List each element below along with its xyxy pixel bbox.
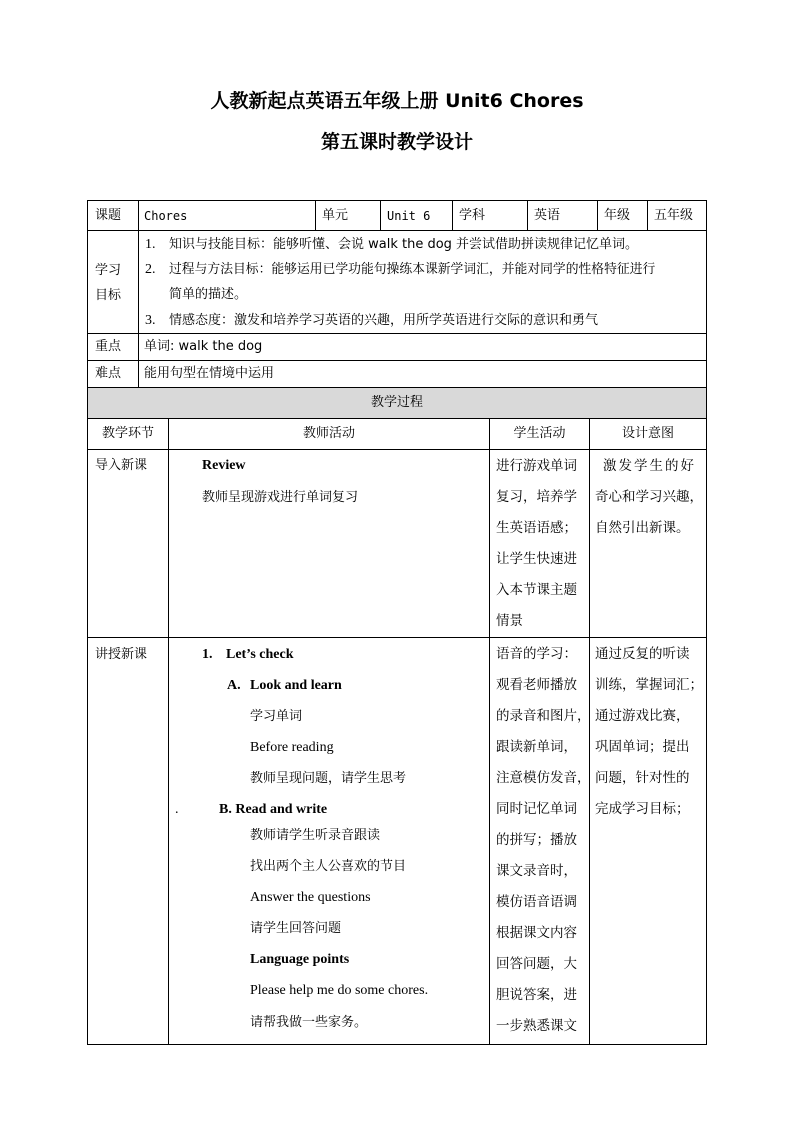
col-header-teacher: 教师活动	[302, 426, 355, 441]
text-line: 通过反复的听读	[595, 646, 690, 662]
document-subtitle: 第五课时教学设计	[320, 131, 473, 153]
text-line: 胆说答案，进	[496, 987, 577, 1003]
difficulty-label: 难点	[95, 366, 122, 381]
language-points-title: Language points	[250, 952, 350, 967]
keti-label: 课题	[95, 208, 122, 223]
text-line: 进行游戏单词	[496, 458, 577, 474]
danyuan-label: 单元	[322, 208, 349, 223]
review-title: Review	[202, 458, 246, 473]
sub-a-letter: A.	[227, 678, 241, 693]
goal-text: 知识与技能目标：能够听懂、会说 walk the dog 并尝试借助拼读规律记忆单词。	[169, 237, 639, 252]
text-line: 根据课文内容	[496, 925, 577, 941]
text-line: 的录音和图片，	[496, 708, 591, 724]
text-line: 情景	[496, 613, 523, 629]
language-point: Please help me do some chores.	[250, 983, 429, 998]
design-intent-intro	[595, 451, 703, 544]
nianji-label: 年级	[604, 208, 631, 223]
sub-a-title: Look and learn	[250, 678, 342, 693]
a-item: 学习单词	[250, 709, 303, 724]
student-activity-new	[496, 639, 591, 1042]
key-point-label: 重点	[95, 339, 122, 354]
sub-b-title: B. Read and write	[219, 802, 328, 817]
danyuan-value: Unit 6	[387, 209, 431, 223]
b-item: 请学生回答问题	[250, 921, 342, 936]
text-line: 回答问题，大	[496, 956, 577, 972]
text-line: 的拼写；播放	[496, 832, 577, 848]
text-line: 一步熟悉课文	[496, 1018, 577, 1034]
language-point: 请帮我做一些家务。	[250, 1015, 368, 1030]
design-intent-new	[595, 639, 703, 825]
text-line: 注意模仿发音，	[496, 770, 591, 786]
review-text: 教师呈现游戏进行单词复习	[202, 490, 359, 505]
col-header-stage: 教学环节	[101, 426, 154, 441]
a-item: 教师呈现问题，请学生思考	[250, 771, 407, 786]
text-line: 语音的学习：	[496, 646, 577, 662]
text-line: 让学生快速进	[496, 551, 577, 567]
a-item: Before reading	[250, 740, 334, 755]
text-line: 生英语语感；	[496, 520, 577, 536]
text-line: 通过游戏比赛，	[595, 708, 690, 724]
bullet-dot: .	[175, 802, 179, 817]
xueke-value: 英语	[534, 208, 561, 223]
goal-text: 情感态度：激发和培养学习英语的兴趣，用所学英语进行交际的意识和勇气	[169, 313, 599, 328]
goals-label-1: 学习	[95, 263, 122, 278]
text-line: 观看老师播放	[496, 677, 577, 693]
b-item: 教师请学生听录音跟读	[250, 828, 381, 843]
difficulty-text: 能用句型在情境中运用	[144, 366, 275, 381]
stage-new-lesson: 讲授新课	[95, 647, 148, 662]
text-line: 完成学习目标；	[595, 801, 690, 817]
text-line: 模仿语音语调	[496, 894, 577, 910]
text-line: 激发学生的好	[603, 458, 696, 474]
goals-label-2: 目标	[95, 288, 122, 303]
section-number: 1.	[202, 647, 213, 662]
text-line: 训练，掌握词汇；	[595, 677, 703, 693]
b-item: Answer the questions	[250, 890, 371, 905]
text-line: 问题，针对性的	[595, 770, 690, 786]
key-point-text: 单词: walk the dog	[144, 339, 263, 354]
b-item: 找出两个主人公喜欢的节目	[250, 859, 407, 874]
text-line: 自然引出新课。	[595, 520, 690, 536]
section-title: Let’s check	[226, 647, 294, 662]
text-line: 课文录音时，	[496, 863, 577, 879]
keti-value: Chores	[144, 209, 188, 223]
stage-intro: 导入新课	[95, 458, 148, 473]
goal-number: 1.	[145, 237, 156, 252]
text-line: 奇心和学习兴趣，	[595, 489, 703, 505]
goal-number: 2.	[145, 262, 156, 277]
goal-number: 3.	[145, 313, 156, 328]
process-header: 教学过程	[370, 395, 423, 410]
student-activity-intro	[496, 451, 577, 637]
text-line: 同时记忆单词	[496, 801, 577, 817]
goal-text: 过程与方法目标：能够运用已学功能句操练本课新学词汇，并能对同学的性格特征进行	[169, 262, 656, 277]
text-line: 跟读新单词，	[496, 739, 577, 755]
col-header-intent: 设计意图	[621, 426, 674, 441]
xueke-label: 学科	[459, 208, 486, 223]
text-line: 巩固单词；提出	[595, 739, 690, 755]
text-line: 入本节课主题	[496, 582, 577, 598]
goal-text-continued: 简单的描述。	[169, 287, 248, 302]
col-header-student: 学生活动	[513, 426, 566, 441]
nianji-value: 五年级	[654, 208, 694, 223]
document-title: 人教新起点英语五年级上册 Unit6 Chores	[210, 90, 584, 112]
text-line: 复习，培养学	[496, 489, 577, 505]
